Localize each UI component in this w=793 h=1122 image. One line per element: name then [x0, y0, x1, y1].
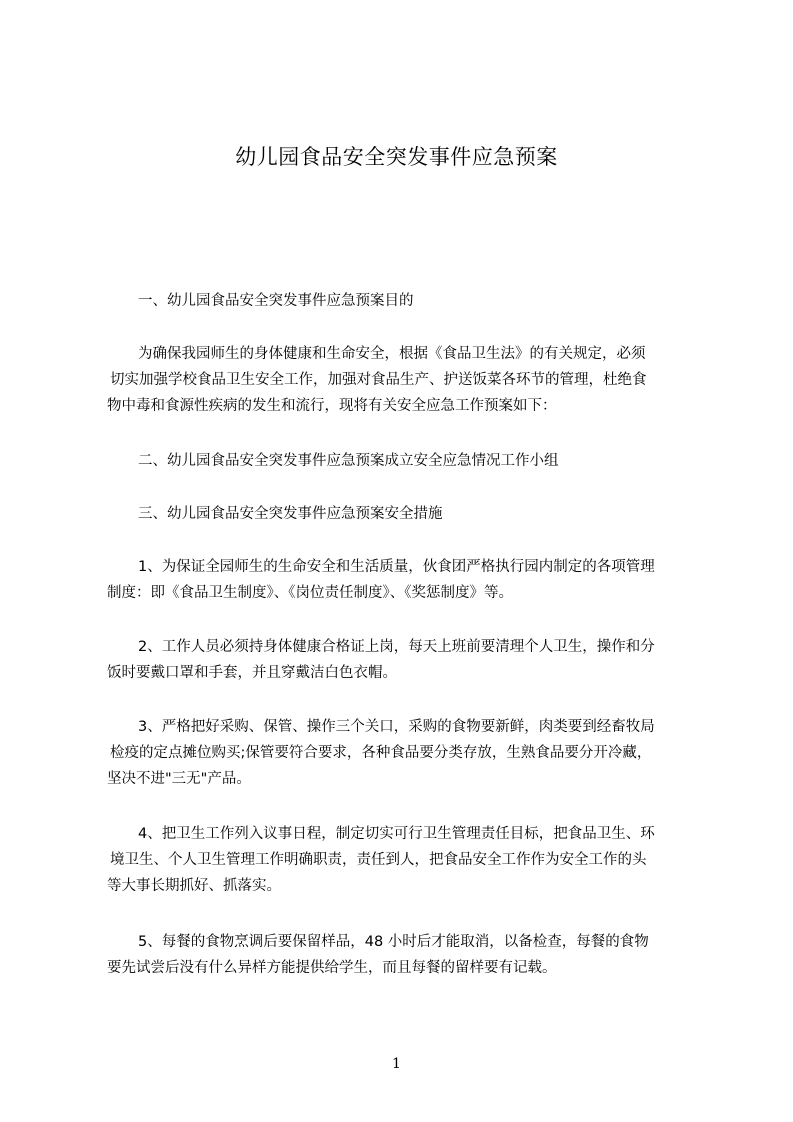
section-heading-3-text: 三、幼儿园食品安全突发事件应急预案安全措施 [138, 506, 443, 522]
section-heading-3 [107, 501, 712, 527]
paragraph-line: 5、每餐的食物烹调后要保留样品，48 小时后才能取消，以备检查，每餐的食物 [138, 934, 649, 950]
paragraph-line: 境卫生、个人卫生管理工作明确职责，责任到人，把食品安全工作作为安全工作的头 [110, 852, 647, 868]
page-number: 1 [392, 1056, 401, 1072]
paragraph-line: 等大事长期抓好、抓落实。 [107, 878, 281, 894]
document-title: 幼儿园食品安全突发事件应急预案 [235, 145, 558, 169]
section-heading-1-text: 一、幼儿园食品安全突发事件应急预案目的 [138, 293, 414, 309]
paragraph-line: 为确保我园师生的身体健康和生命安全，根据《食品卫生法》的有关规定，必须 [138, 346, 646, 362]
section-heading-2 [107, 448, 712, 474]
paragraph-line: 检疫的定点摊位购买;保管要符合要求，各种食品要分类存放，生熟食品要分开冷藏， [110, 745, 652, 761]
paragraph-line: 物中毒和食源性疾病的发生和流行，现将有关安全应急工作预案如下： [107, 398, 557, 414]
paragraph-line: 2、工作人员必须持身体健康合格证上岗，每天上班前要清理个人卫生，操作和分 [138, 639, 655, 655]
paragraph-line: 要先试尝后没有什么异样方能提供给学生，而且每餐的留样要有记载。 [107, 960, 557, 976]
list-item-3 [107, 714, 712, 792]
section-heading-2-text: 二、幼儿园食品安全突发事件应急预案成立安全应急情况工作小组 [138, 453, 559, 469]
paragraph-line: 1、为保证全园师生的生命安全和生活质量，伙食团严格执行园内制定的各项管理 [138, 559, 655, 575]
list-item-1 [107, 554, 712, 606]
list-item-2 [107, 634, 712, 686]
list-item-4 [107, 821, 712, 899]
paragraph-purpose [107, 341, 712, 419]
paragraph-line: 3、严格把好采购、保管、操作三个关口，采购的食物要新鲜，肉类要到经畜牧局 [138, 719, 655, 735]
paragraph-line: 坚决不进"三无"产品。 [107, 771, 251, 787]
paragraph-line: 制度：即《食品卫生制度》、《岗位责任制度》、《奖惩制度》等。 [107, 585, 513, 601]
list-item-5 [107, 929, 712, 981]
paragraph-line: 切实加强学校食品卫生安全工作，加强对食品生产、护送饭菜各环节的管理，杜绝食 [110, 372, 647, 388]
section-heading-1 [107, 288, 712, 314]
paragraph-line: 饭时要戴口罩和手套，并且穿戴洁白色衣帽。 [107, 665, 397, 681]
paragraph-line: 4、把卫生工作列入议事日程，制定切实可行卫生管理责任目标，把食品卫生、环 [138, 826, 655, 842]
